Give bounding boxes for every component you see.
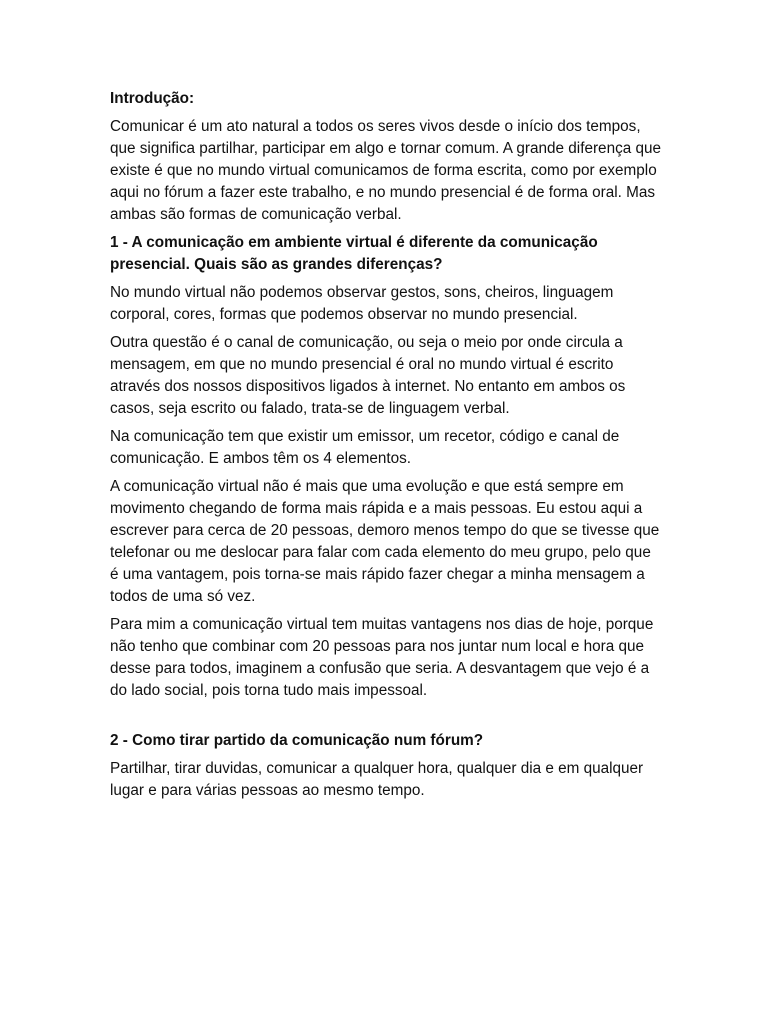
answer-1-paragraph-4: A comunicação virtual não é mais que uma evolução e que está sempre em movimento chegando de forma mais rápida e a mais pessoas. Eu estou aqui a escrever para cerca de 20 pessoas, demoro menos tempo do que se tivesse que telefonar ou me deslocar para falar com cada elemento do meu grupo, pelo que é uma vantagem, pois torna-se mais rápido fazer chegar a minha mensagem a todos de uma só vez. (110, 478, 660, 605)
question-2-heading: 2 - Como tirar partido da comunicação num fórum? (110, 732, 484, 749)
answer-1-paragraph-1: No mundo virtual não podemos observar gestos, sons, cheiros, linguagem corporal, cores, formas que podemos observar no mundo presencial. (110, 284, 614, 323)
intro-heading: Introdução: (110, 90, 195, 107)
document-page (110, 88, 662, 808)
question-1-heading: 1 - A comunicação em ambiente virtual é diferente da comunicação presencial. Quais são as grandes diferenças? (110, 234, 598, 273)
intro-paragraph: Comunicar é um ato natural a todos os seres vivos desde o início dos tempos, que significa partilhar, participar em algo e tornar comum. A grande diferença que existe é que no mundo virtual comunicamos de forma escrita, como por exemplo aqui no fórum a fazer este trabalho, e no mundo presencial é de forma oral. Mas ambas são formas de comunicação verbal. (110, 118, 662, 223)
answer-2-paragraph: Partilhar, tirar duvidas, comunicar a qualquer hora, qualquer dia e em qualquer lugar e para várias pessoas ao mesmo tempo. (110, 760, 644, 799)
answer-1-paragraph-3: Na comunicação tem que existir um emissor, um recetor, código e canal de comunicação. E ambos têm os 4 elementos. (110, 428, 620, 467)
answer-1-paragraph-2: Outra questão é o canal de comunicação, ou seja o meio por onde circula a mensagem, em que no mundo presencial é oral no mundo virtual é escrito através dos nossos dispositivos ligados à internet. No entanto em ambos os casos, seja escrito ou falado, trata-se de linguagem verbal. (110, 334, 626, 417)
answer-1-paragraph-5: Para mim a comunicação virtual tem muitas vantagens nos dias de hoje, porque não tenho que combinar com 20 pessoas para nos juntar num local e hora que desse para todos, imaginem a confusão que seria. A desvantagem que vejo é a do lado social, pois torna tudo mais impessoal. (110, 616, 654, 699)
section-gap (110, 708, 662, 730)
